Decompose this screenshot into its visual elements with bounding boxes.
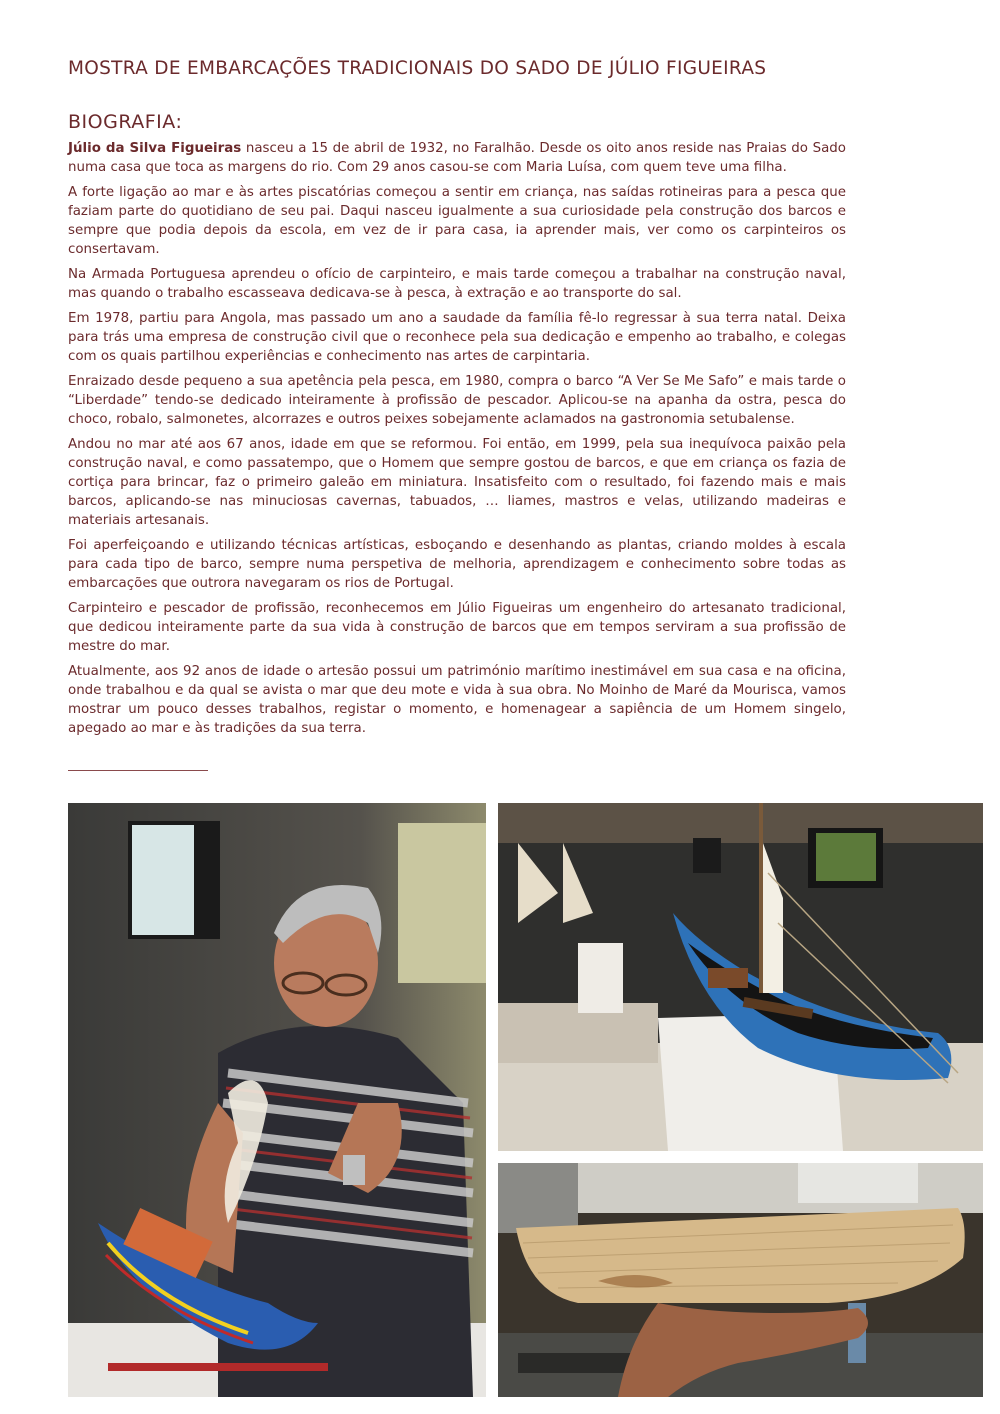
divider-line [68,770,208,771]
biography-text [68,139,846,744]
bio-paragraph-1 [68,139,846,177]
photo-exhibition-sailboat [498,803,983,1151]
bio-paragraph-3: Na Armada Portuguesa aprendeu o ofício de carpinteiro, e mais tarde começou a trabalhar na construção naval, mas quando o trabalho escasseava dedicava-se à pesca, à extração e ao transporte do sal. [68,267,846,301]
bio-paragraph-4: Em 1978, partiu para Angola, mas passado um ano a saudade da família fê-lo regressar à sua terra natal. Deixa para trás uma empresa de construção civil que o reconhece pela sua dedicação e empenho ao trabalho, e colegas com os quais partilhou experiências e conhecimento nas artes de carpintaria. [68,311,846,364]
artist-name: Júlio da Silva Figueiras [68,141,242,156]
bio-paragraph-1-text: nasceu a 15 de abril de 1932, no Faralhão. Desde os oito anos reside nas Praias do Sado numa casa que toca as margens do rio. Com 29 anos casou-se com Maria Luísa, com quem teve uma filha. [68,141,846,175]
bio-paragraph-2: A forte ligação ao mar e às artes piscatórias começou a sentir em criança, nas saídas rotineiras para a pesca que faziam parte do quotidiano de seu pai. Daqui nasceu igualmente a sua curiosidade pela construção dos barcos e sempre que podia depois da escola, em vez de ir para casa, ia aprender mais, ver como os carpinteiros os consertavam. [68,185,846,257]
section-heading: BIOGRAFIA: [68,111,183,133]
photo-artisan-with-boat [68,803,486,1397]
bio-paragraph-7: Foi aperfeiçoando e utilizando técnicas artísticas, esboçando e desenhando as plantas, criando moldes à escala para cada tipo de barco, sempre numa perspetiva de melhoria, aprendizagem e conhecimento sobre todas as embarcações que outrora navegaram os rios de Portugal. [68,538,846,591]
bio-paragraph-5: Enraizado desde pequeno a sua apetência pela pesca, em 1980, compra o barco “A Ver Se Me Safo” e mais tarde o “Liberdade” tendo-se dedicado inteiramente à profissão de pescador. Aplicou-se na apanha da ostra, pesca do choco, robalo, salmonetes, alcorrazes e outros peixes sobejamente aclamados na gastronomia setubalense. [68,374,846,427]
bio-paragraph-9: Atualmente, aos 92 anos de idade o artesão possui um património marítimo inestimável em sua casa e na oficina, onde trabalhou e da qual se avista o mar que deu mote e vida à sua obra. No Moinho de Maré da Mourisca, vamos mostrar um pouco desses trabalhos, registar o momento, e homenagear a sapiência de um Homem singelo, apegado ao mar e às tradições da sua terra. [68,664,846,736]
bio-paragraph-8: Carpinteiro e pescador de profissão, reconhecemos em Júlio Figueiras um engenheiro do artesanato tradicional, que dedicou inteiramente parte da sua vida à construção de barcos que em tempos serviram a sua profissão de mestre do mar. [68,601,846,654]
photo-wooden-hull-model [498,1163,983,1397]
page-title: MOSTRA DE EMBARCAÇÕES TRADICIONAIS DO SADO DE JÚLIO FIGUEIRAS [68,58,767,79]
bio-paragraph-6: Andou no mar até aos 67 anos, idade em que se reformou. Foi então, em 1999, pela sua inequívoca paixão pela construção naval, e como passatempo, que o Homem que sempre gostou de barcos, e que em criança os fazia de cortiça para brincar, faz o primeiro galeão em miniatura. Insatisfeito com o resultado, foi fazendo mais e mais barcos, aplicando-se nas minuciosas cavernas, tabuados, … liames, mastros e velas, utilizando madeiras e materiais artesanais. [68,437,846,528]
